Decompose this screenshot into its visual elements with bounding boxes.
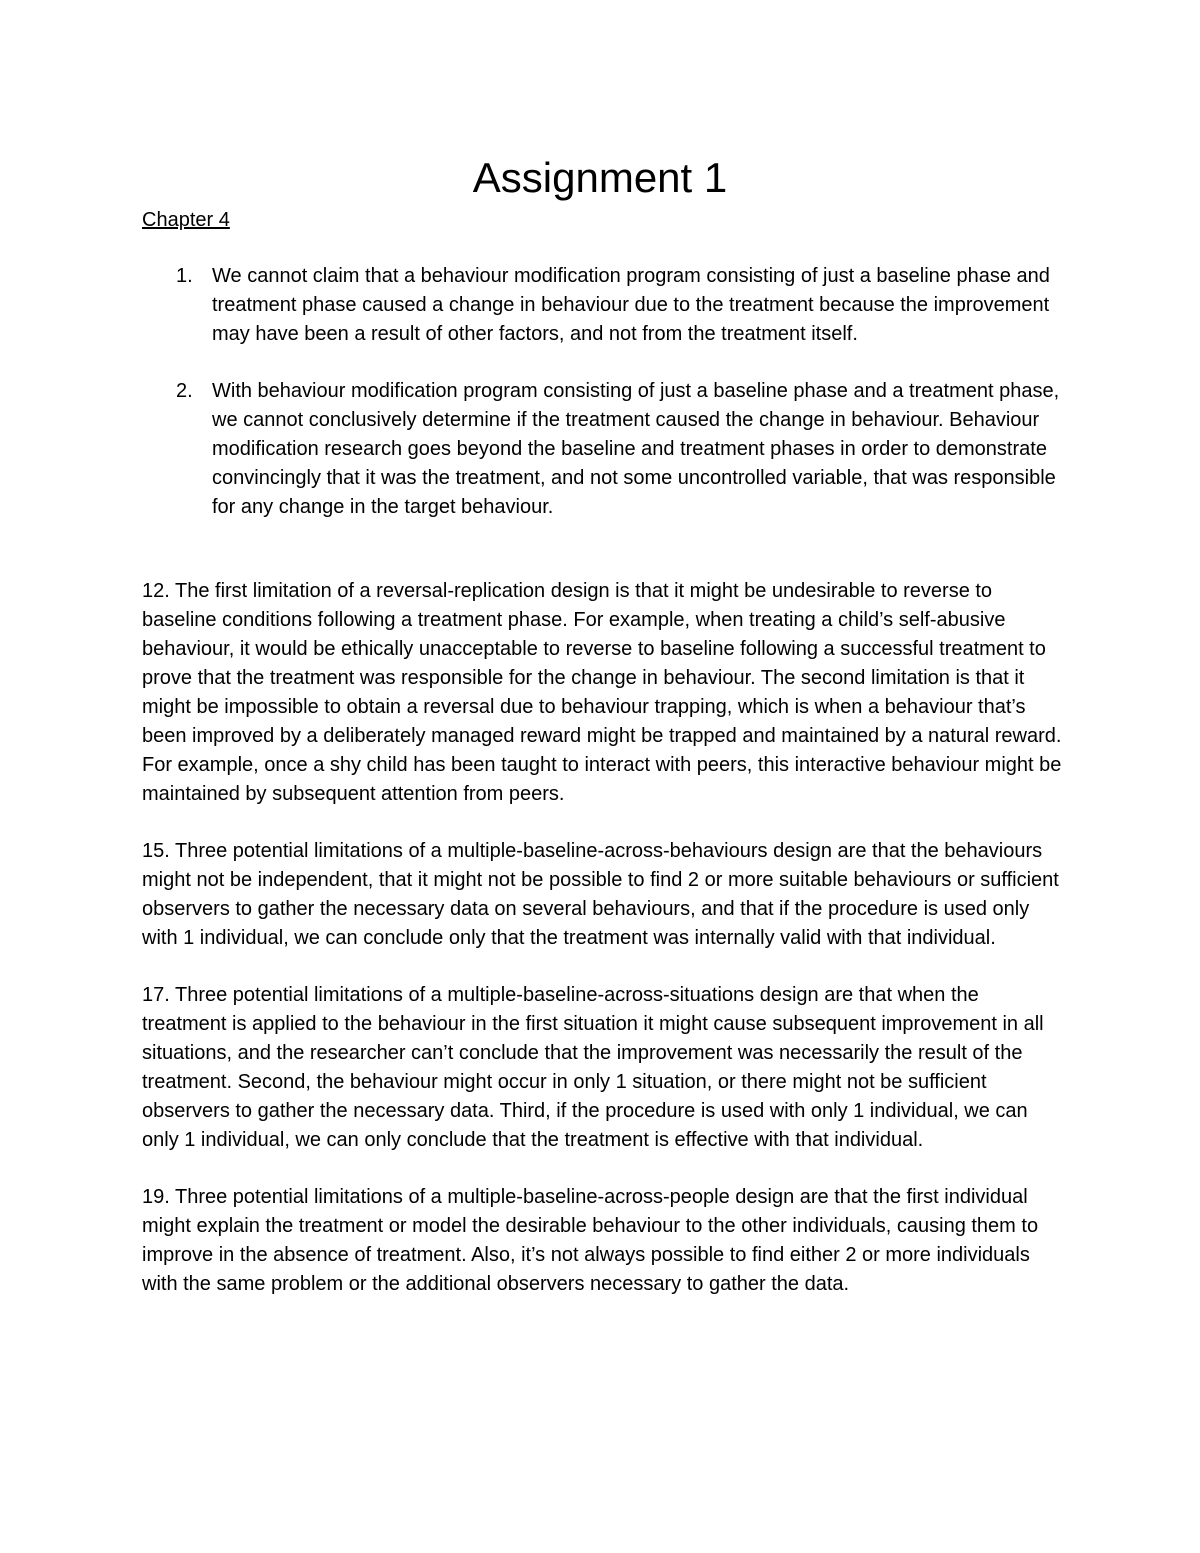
numbered-list [142,262,1062,550]
list-item-text: We cannot claim that a behaviour modification program consisting of just a baseline phase and treatment phase caused a change in behaviour due to the treatment because the improvement may have been a result of other factors, and not from the treatment itself. [212,265,1050,345]
answer-17-paragraph: 17. Three potential limitations of a multiple-baseline-across-situations design are that when the treatment is applied to the behaviour in the first situation it might cause subsequent improvement in all situations, and the researcher can’t conclude that the improvement was necessarily the result of the treatment. Second, the behaviour might occur in only 1 situation, or there might not be sufficient observers to gather the necessary data. Third, if the procedure is used with only 1 individual, we can only 1 individual, we can only conclude that the treatment is effective with that individual. [142,984,1044,1151]
list-item-number: 1. [176,265,193,287]
chapter-heading: Chapter 4 [142,209,230,231]
document-title: Assignment 1 [472,154,728,201]
answers-section [142,577,1062,1327]
answer-15-paragraph: 15. Three potential limitations of a multiple-baseline-across-behaviours design are that the behaviours might not be independent, that it might not be possible to find 2 or more suitable behaviours or sufficient observers to gather the necessary data on several behaviours, and that if the procedure is used only with 1 individual, we can conclude only that the treatment was internally valid with that individual. [142,840,1059,949]
answer-12-paragraph: 12. The first limitation of a reversal-replication design is that it might be undesirable to reverse to baseline conditions following a treatment phase. For example, when treating a child’s self-abusive behaviour, it would be ethically unacceptable to reverse to baseline following a successful treatment to prove that the treatment was responsible for the change in behaviour. The second limitation is that it might be impossible to obtain a reversal due to behaviour trapping, which is when a behaviour that’s been improved by a deliberately managed reward might be trapped and maintained by a natural reward. For example, once a shy child has been taught to interact with peers, this interactive behaviour might be maintained by subsequent attention from peers. [142,580,1062,805]
list-item [142,262,1062,349]
list-item-text: With behaviour modification program consisting of just a baseline phase and a treatment phase, we cannot conclusively determine if the treatment caused the change in behaviour. Behaviour modification research goes beyond the baseline and treatment phases in order to demonstrate convincingly that it was the treatment, and not some uncontrolled variable, that was responsible for any change in the target behaviour. [212,380,1060,518]
answer-19-paragraph: 19. Three potential limitations of a multiple-baseline-across-people design are that the first individual might explain the treatment or model the desirable behaviour to the other individuals, causing them to improve in the absence of treatment. Also, it’s not always possible to find either 2 or more individuals with the same problem or the additional observers necessary to gather the data. [142,1186,1039,1295]
list-item-number: 2. [176,380,193,402]
list-item [142,377,1062,522]
